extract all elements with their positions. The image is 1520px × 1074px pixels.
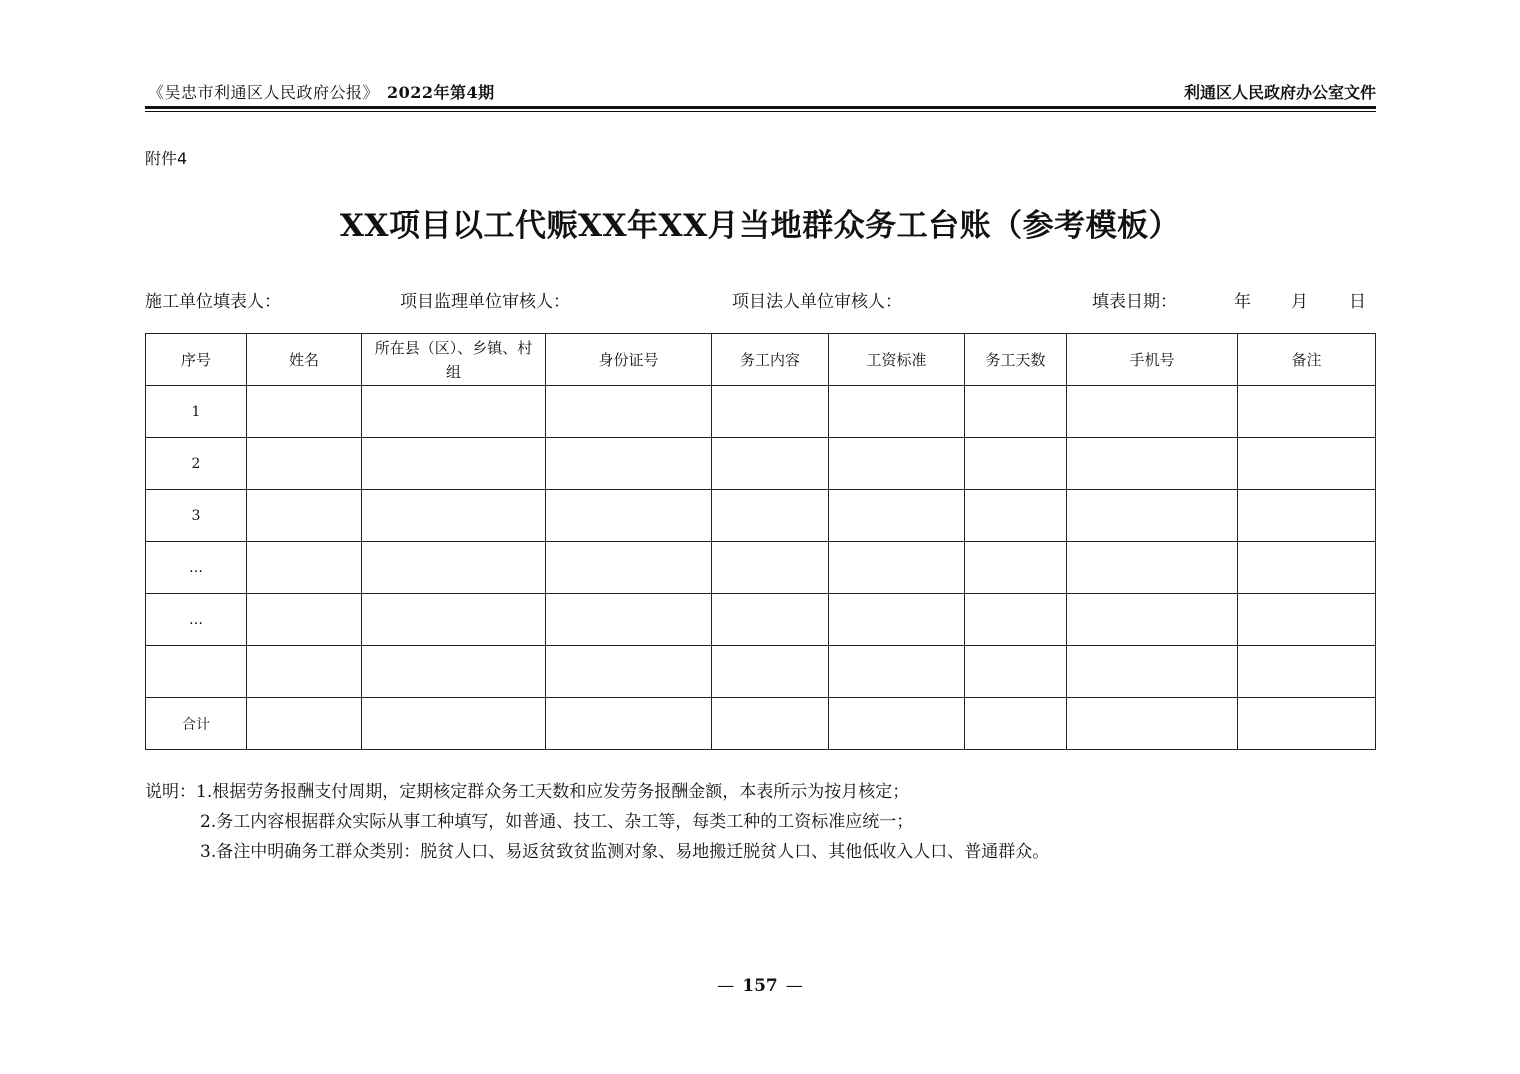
notes-section (145, 777, 1049, 867)
date-day: 日 (1349, 292, 1366, 312)
header-rule-thin (145, 111, 1376, 112)
table-row (146, 490, 1376, 542)
cell-work-content[interactable] (712, 594, 829, 646)
cell-remarks[interactable] (1238, 386, 1376, 438)
cell-id-number[interactable] (546, 438, 712, 490)
page-dash-right: — (785, 976, 803, 996)
cell-wage-standard[interactable] (829, 386, 965, 438)
cell-name[interactable] (247, 386, 362, 438)
cell-wage-standard[interactable] (829, 438, 965, 490)
office-header: 利通区人民政府办公室文件 (1183, 83, 1376, 102)
cell-remarks[interactable] (1238, 646, 1376, 698)
cell-id-number[interactable] (546, 594, 712, 646)
column-header-location (362, 334, 546, 386)
column-header-wage-standard: 工资标准 (829, 334, 965, 386)
cell-phone[interactable] (1067, 490, 1238, 542)
page-dash-left: — (717, 976, 735, 996)
cell-phone[interactable] (1067, 594, 1238, 646)
cell-remarks[interactable] (1238, 594, 1376, 646)
cell-work-days[interactable] (965, 542, 1067, 594)
row-serial: 1 (146, 386, 247, 438)
cell-remarks[interactable] (1238, 542, 1376, 594)
row-serial: … (146, 594, 247, 646)
date-year: 年 (1234, 292, 1251, 312)
cell-wage-standard[interactable] (829, 646, 965, 698)
note-line-3: 3.备注中明确务工群众类别：脱贫人口、易返贫致贫监测对象、易地搬迁脱贫人口、其他低收入人口、普通群众。 (200, 842, 1050, 862)
column-header-remarks: 备注 (1238, 334, 1376, 386)
cell-wage-standard[interactable] (829, 490, 965, 542)
table-total-row (146, 698, 1376, 750)
publication-name: 《吴忠市利通区人民政府公报》 (148, 83, 380, 102)
cell-name[interactable] (247, 438, 362, 490)
cell-location[interactable] (362, 386, 546, 438)
column-header-work-content: 务工内容 (712, 334, 829, 386)
cell-phone[interactable] (1067, 646, 1238, 698)
cell-work-days[interactable] (965, 698, 1067, 750)
cell-location[interactable] (362, 438, 546, 490)
cell-wage-standard[interactable] (829, 698, 965, 750)
row-serial: 2 (146, 438, 247, 490)
cell-work-content[interactable] (712, 698, 829, 750)
labor-ledger-table (145, 333, 1376, 750)
cell-phone[interactable] (1067, 386, 1238, 438)
date-month: 月 (1291, 292, 1308, 312)
page-number-value: 157 (742, 976, 778, 996)
cell-remarks[interactable] (1238, 490, 1376, 542)
cell-remarks[interactable] (1238, 698, 1376, 750)
filler-label: 施工单位填表人： (145, 292, 281, 312)
cell-work-days[interactable] (965, 438, 1067, 490)
row-total-label: 合计 (146, 698, 247, 750)
cell-name[interactable] (247, 594, 362, 646)
column-header-name: 姓名 (247, 334, 362, 386)
row-serial: … (146, 542, 247, 594)
table-row (146, 386, 1376, 438)
cell-location[interactable] (362, 698, 546, 750)
note-line-1: 说明：1.根据劳务报酬支付周期，定期核定群众务工天数和应发劳务报酬金额，本表所示为按月核定； (145, 782, 910, 802)
cell-location[interactable] (362, 646, 546, 698)
publication-header (148, 80, 495, 103)
fill-date-label: 填表日期： (1092, 292, 1177, 312)
attachment-label: 附件4 (145, 149, 188, 168)
header-rule-thick (145, 106, 1376, 109)
cell-phone[interactable] (1067, 542, 1238, 594)
cell-id-number[interactable] (546, 490, 712, 542)
cell-phone[interactable] (1067, 698, 1238, 750)
note-line-2: 2.务工内容根据群众实际从事工种填写，如普通、技工、杂工等，每类工种的工资标准应统一； (200, 812, 914, 832)
cell-work-days[interactable] (965, 490, 1067, 542)
cell-wage-standard[interactable] (829, 594, 965, 646)
column-header-phone: 手机号 (1067, 334, 1238, 386)
cell-name[interactable] (247, 698, 362, 750)
table-row (146, 542, 1376, 594)
page-number (0, 976, 1520, 996)
column-header-serial: 序号 (146, 334, 247, 386)
cell-work-days[interactable] (965, 386, 1067, 438)
row-serial: 3 (146, 490, 247, 542)
cell-work-content[interactable] (712, 490, 829, 542)
table-row (146, 594, 1376, 646)
cell-id-number[interactable] (546, 646, 712, 698)
cell-phone[interactable] (1067, 438, 1238, 490)
cell-remarks[interactable] (1238, 438, 1376, 490)
row-serial (146, 646, 247, 698)
issue-number: 2022年第4期 (387, 83, 495, 102)
cell-id-number[interactable] (546, 386, 712, 438)
column-header-location-text: 所在县（区）、乡镇、村组 (374, 338, 533, 381)
cell-work-days[interactable] (965, 646, 1067, 698)
column-header-id-number: 身份证号 (546, 334, 712, 386)
cell-work-content[interactable] (712, 646, 829, 698)
supervisor-label: 项目监理单位审核人： (400, 292, 570, 312)
cell-work-content[interactable] (712, 386, 829, 438)
cell-location[interactable] (362, 542, 546, 594)
column-header-work-days: 务工天数 (965, 334, 1067, 386)
table-row (146, 646, 1376, 698)
cell-work-content[interactable] (712, 438, 829, 490)
page-title: XX项目以工代赈XX年XX月当地群众务工台账（参考模板） (339, 208, 1181, 244)
cell-name[interactable] (247, 646, 362, 698)
cell-name[interactable] (247, 490, 362, 542)
cell-id-number[interactable] (546, 698, 712, 750)
cell-id-number[interactable] (546, 542, 712, 594)
legal-unit-label: 项目法人单位审核人： (732, 292, 902, 312)
table-header-row (146, 334, 1376, 386)
cell-wage-standard[interactable] (829, 542, 965, 594)
cell-work-days[interactable] (965, 594, 1067, 646)
table-row (146, 438, 1376, 490)
cell-name[interactable] (247, 542, 362, 594)
cell-work-content[interactable] (712, 542, 829, 594)
cell-location[interactable] (362, 490, 546, 542)
cell-location[interactable] (362, 594, 546, 646)
